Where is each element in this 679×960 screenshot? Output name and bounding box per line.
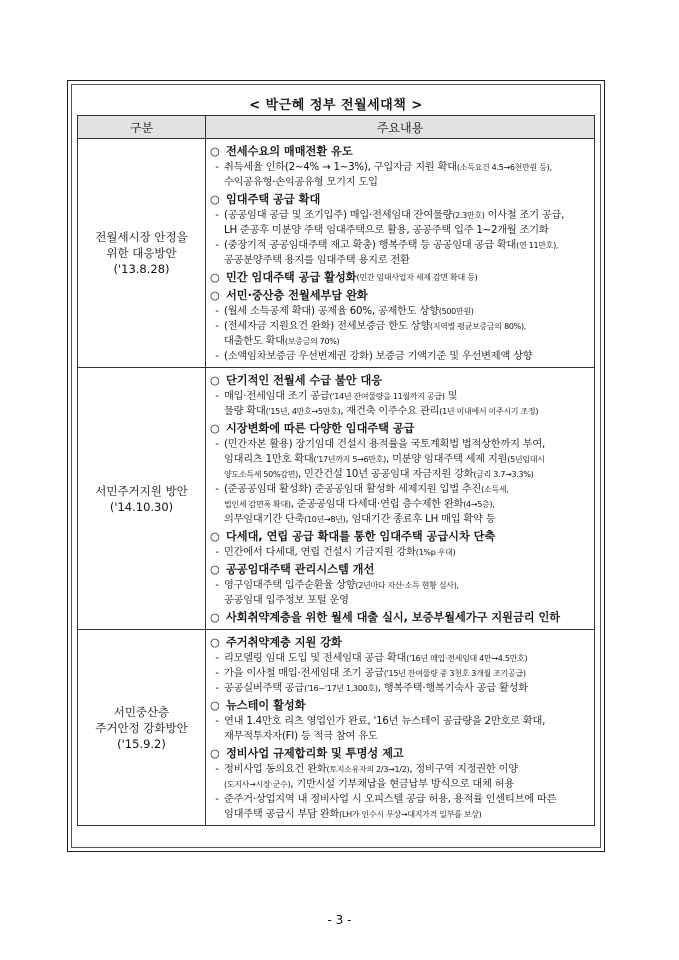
page-title: < 박근혜 정부 전월세대책 > [249, 98, 423, 113]
dash-bullet-icon: - [215, 484, 219, 495]
item-line [224, 389, 590, 404]
list-item [210, 208, 590, 238]
item-line [224, 545, 590, 560]
section-heading [210, 697, 590, 714]
item-tail: , 재건축 이주수요 관리 [340, 406, 440, 417]
section-title: 공공임대주택 관리시스템 개선 [226, 563, 375, 576]
category-line: ('15.9.2) [117, 736, 166, 751]
section-title: 단기적인 전월세 수급 불안 대응 [226, 374, 383, 387]
item-main: 연내 1.4만호 리츠 영업인가 완료, '16년 뉴스테이 공급량을 2만호로 확대, [224, 716, 546, 727]
page-number: - 3 - [327, 913, 352, 927]
item-tail: , 기반시설 기부채납을 현금납부 방식으로 대체 허용 [290, 779, 515, 790]
item-main: (월세 소득공제 확대) 공제율 60%, 공제한도 상향 [224, 306, 439, 317]
list-item [210, 437, 590, 482]
item-main: 재무적투자자(FI) 등 적극 참여 유도 [224, 731, 378, 742]
item-main: 의무임대기간 단축 [224, 514, 305, 525]
item-note: ('16년 매입·전세임대 4만→4.5만호) [406, 654, 528, 663]
list-item [210, 304, 590, 319]
item-note: (소득세, [481, 485, 509, 494]
item-note: (LH가 인수시 무상→대지가격 일부를 보상) [339, 810, 482, 819]
item-text [224, 349, 590, 364]
section-heading [210, 191, 590, 208]
table-row [78, 368, 595, 630]
item-main: 대출한도 확대 [224, 336, 285, 347]
circle-bullet-icon: ○ [210, 699, 220, 712]
item-main: (공공임대 공급 및 조기입주) 매입·전세임대 잔여물량 [224, 210, 453, 221]
item-line [224, 512, 590, 527]
table-row [78, 139, 595, 368]
category-line: ('13.8.28) [113, 262, 170, 276]
section-title: 서민·중산층 전월세부담 완화 [226, 289, 368, 302]
list-item [210, 714, 590, 744]
item-main: 가을 이사철 매입·전세임대 조기 공급 [224, 668, 384, 679]
item-note: (2년마다 자산·소득 현황 심사), [355, 581, 459, 590]
list-item [210, 762, 590, 792]
dash-bullet-icon: - [215, 439, 219, 450]
item-tail: , 준공공임대 다세대·연립 층수제한 완화 [290, 499, 464, 510]
item-line [224, 175, 590, 190]
item-note: (1년 이내에서 이주시기 조정) [439, 407, 539, 416]
table-header-row [78, 116, 595, 139]
item-main: 정비사업 동의요건 완화 [224, 764, 327, 775]
item-line [224, 482, 590, 497]
item-tail: , 임대기간 종료후 LH 매입 확약 등 [345, 514, 496, 525]
circle-bullet-icon: ○ [210, 530, 220, 543]
list-item [210, 681, 590, 696]
item-main: (중장기적 공공임대주택 재고 확충) 행복주택 등 공공임대 공급 확대 [224, 240, 517, 251]
item-text [224, 792, 590, 822]
list-item [210, 349, 590, 364]
item-tail: , 미분양 임대주택 세제 지원 [386, 454, 508, 465]
item-text [224, 437, 590, 482]
item-line [224, 593, 590, 608]
item-note: (보증금의 70%) [284, 337, 340, 346]
section-heading [210, 287, 590, 304]
category-line: 서민중산층 [113, 704, 170, 719]
section-heading [210, 420, 590, 437]
item-tail: 및 [444, 391, 458, 402]
dash-bullet-icon: - [215, 210, 219, 221]
item-note: ('14년 잔여물량을 11월까지 공급) [329, 392, 445, 401]
section-title: 시장변화에 따른 다양한 임대주택 공급 [226, 422, 415, 435]
item-note: (도지사→시장·군수) [224, 780, 291, 789]
item-line [224, 160, 590, 175]
item-line [224, 253, 590, 268]
item-main: 공공임대 입주정보 포털 운영 [224, 595, 349, 606]
item-line [224, 578, 590, 593]
document-frame-inner [71, 84, 601, 848]
item-text [224, 319, 590, 349]
section-heading [210, 269, 590, 286]
item-text [224, 666, 590, 681]
dash-bullet-icon: - [215, 547, 219, 558]
item-line [224, 319, 590, 334]
row-category [78, 368, 206, 630]
item-line [224, 792, 590, 807]
dash-bullet-icon: - [215, 162, 219, 173]
section-heading [210, 609, 590, 626]
dash-bullet-icon: - [215, 321, 219, 332]
document-frame [67, 80, 605, 852]
circle-bullet-icon: ○ [210, 289, 220, 302]
category-line: 위한 대응방안 [106, 246, 177, 260]
item-main: 취득세율 인하(2~4% → 1~3%), 구입자금 지원 확대 [224, 162, 457, 173]
list-item [210, 160, 590, 190]
item-line [224, 349, 590, 364]
dash-bullet-icon: - [215, 764, 219, 775]
row-content [206, 139, 595, 368]
item-main: 공공분양주택 용지를 임대주택 용지로 전환 [224, 255, 410, 266]
item-line [224, 404, 590, 419]
dash-bullet-icon: - [215, 683, 219, 694]
circle-bullet-icon: ○ [210, 747, 220, 760]
row-content [206, 368, 595, 630]
item-text [224, 389, 590, 419]
item-text [224, 208, 590, 238]
item-main: 리모델링 임대 도입 및 전세임대 공급 확대 [224, 653, 407, 664]
list-item [210, 578, 590, 608]
dash-bullet-icon: - [215, 306, 219, 317]
item-text [224, 304, 590, 319]
item-line [224, 714, 590, 729]
circle-bullet-icon: ○ [210, 271, 220, 284]
item-tail: , 행복주택·행복기숙사 공급 활성화 [377, 683, 528, 694]
category-line: 주거안정 강화방안 [95, 720, 188, 735]
section-title: 다세대, 연립 공급 확대를 통한 임대주택 공급시차 단축 [226, 530, 496, 543]
item-text [224, 651, 590, 666]
row-category [78, 630, 206, 826]
category-line: ('14.10.30) [109, 499, 174, 514]
list-item [210, 238, 590, 268]
item-note: (500만원) [438, 307, 474, 316]
item-line [224, 437, 590, 452]
item-line [224, 223, 590, 238]
item-text [224, 482, 590, 527]
item-main: 민간에서 다세대, 연립 건설시 기금지원 강화 [224, 547, 416, 558]
circle-bullet-icon: ○ [210, 563, 220, 576]
section-heading [210, 745, 590, 762]
section-heading [210, 143, 590, 160]
item-line [224, 651, 590, 666]
item-note: (4→5층), [463, 500, 495, 509]
header-content: 주요내용 [206, 116, 595, 139]
row-category [78, 139, 206, 368]
item-note: ('17년까지 5→6만호) [313, 455, 386, 464]
item-note: (금리 3.7→3.3%) [473, 470, 534, 479]
dash-bullet-icon: - [215, 391, 219, 402]
dash-bullet-icon: - [215, 240, 219, 251]
item-text [224, 238, 590, 268]
list-item [210, 792, 590, 822]
item-note: (1%p 우대) [415, 548, 456, 557]
item-line [224, 238, 590, 253]
item-text [224, 762, 590, 792]
section-heading [210, 634, 590, 651]
list-item [210, 319, 590, 349]
item-main: 공공실버주택 공급 [224, 683, 305, 694]
policy-table [77, 115, 595, 826]
circle-bullet-icon: ○ [210, 193, 220, 206]
item-text [224, 545, 590, 560]
item-note: 양도소득세 50%감면) [224, 470, 298, 479]
section-title: 정비사업 규제합리화 및 투명성 제고 [226, 747, 404, 760]
item-main: 임대주택 공급시 부담 완화 [224, 809, 340, 820]
item-line [224, 807, 590, 822]
item-main: 준주거·상업지역 내 정비사업 시 오피스텔 공급 허용, 용적률 인센티브에 따른 [224, 794, 557, 805]
item-note: (연 11만호), [516, 241, 559, 250]
item-note: (2.3만호) [452, 211, 485, 220]
list-item [210, 666, 590, 681]
item-line [224, 452, 590, 467]
circle-bullet-icon: ○ [210, 422, 220, 435]
item-note: (소득요건 4.5→6천만원 등), [456, 163, 552, 172]
item-tail: , 정비구역 지정권한 이양 [409, 764, 518, 775]
item-line [224, 762, 590, 777]
list-item [210, 651, 590, 666]
section-title: 사회취약계층을 위한 월세 대출 실시, 보증부월세가구 지원금리 인하 [226, 611, 561, 624]
circle-bullet-icon: ○ [210, 611, 220, 624]
section-title: 민간 임대주택 공급 활성화 [226, 271, 357, 284]
item-tail: , 민간건설 10년 공공임대 자금지원 강화 [297, 469, 474, 480]
item-main: 수익공유형·손익공유형 모기지 도입 [224, 177, 378, 188]
item-line [224, 777, 590, 792]
item-main: 물량 확대 [224, 406, 266, 417]
section-title: 주거취약계층 지원 강화 [226, 636, 342, 649]
category-line: 서민주거지원 방안 [95, 483, 188, 498]
circle-bullet-icon: ○ [210, 145, 220, 158]
item-note: 법인세 감면폭 확대) [224, 500, 291, 509]
section-note: (민간 임대사업자 세제 감면 확대 등) [356, 273, 478, 282]
row-content [206, 630, 595, 826]
list-item [210, 545, 590, 560]
item-line [224, 729, 590, 744]
dash-bullet-icon: - [215, 716, 219, 727]
item-line [224, 497, 590, 512]
item-main: (전세자금 지원요건 완화) 전세보증금 한도 상향 [224, 321, 430, 332]
item-note: (지역별 평균보증금의 80%), [429, 322, 527, 331]
dash-bullet-icon: - [215, 794, 219, 805]
item-note: ('16~'17년 1,300호) [304, 684, 378, 693]
item-note: ('15년, 4만호→5만호) [265, 407, 341, 416]
item-main: 임대리츠 1만호 확대 [224, 454, 314, 465]
item-main: (준공공임대 활성화) 준공공임대 활성화 세제지원 입법 추진 [224, 484, 482, 495]
section-heading [210, 528, 590, 545]
dash-bullet-icon: - [215, 653, 219, 664]
item-text [224, 578, 590, 608]
item-main: 영구임대주택 입주순환율 상향 [224, 580, 356, 591]
item-main: 매입·전세임대 조기 공급 [224, 391, 330, 402]
header-category: 구분 [78, 116, 206, 139]
item-line [224, 666, 590, 681]
item-text [224, 681, 590, 696]
item-line [224, 681, 590, 696]
dash-bullet-icon: - [215, 580, 219, 591]
section-title: 뉴스테이 활성화 [226, 699, 306, 712]
section-heading [210, 561, 590, 578]
list-item [210, 482, 590, 527]
circle-bullet-icon: ○ [210, 636, 220, 649]
item-line [224, 208, 590, 223]
item-text [224, 714, 590, 744]
item-main: (민간자본 활용) 장기임대 건설시 용적률을 국토계획법 법적상한까지 부여, [224, 439, 546, 450]
dash-bullet-icon: - [215, 668, 219, 679]
list-item [210, 389, 590, 419]
section-title: 전세수요의 매매전환 유도 [226, 145, 353, 158]
item-line [224, 334, 590, 349]
dash-bullet-icon: - [215, 351, 219, 362]
item-note: (10년→8년) [304, 515, 346, 524]
item-line [224, 467, 590, 482]
item-note: ('15년 잔여물량 중 3천호 3개월 조기공급) [383, 669, 526, 678]
item-line [224, 304, 590, 319]
item-main: (소액임차보증금 우선변제권 강화) 보증금 기액기준 및 우선변제액 상향 [224, 351, 533, 362]
table-row [78, 630, 595, 826]
section-heading [210, 372, 590, 389]
item-note: (토지소유자의 2/3→1/2) [326, 765, 410, 774]
item-tail: 이사철 조기 공급, [484, 210, 565, 221]
item-main: LH 준공후 미분양 주택 임대주택으로 활용, 공공주택 입주 1~2개월 조기화 [224, 225, 549, 236]
circle-bullet-icon: ○ [210, 374, 220, 387]
section-title: 임대주택 공급 확대 [226, 193, 321, 206]
item-text [224, 160, 590, 190]
item-note: (5년임대시 [507, 455, 545, 464]
category-line: 전월세시장 안정을 [95, 230, 188, 244]
